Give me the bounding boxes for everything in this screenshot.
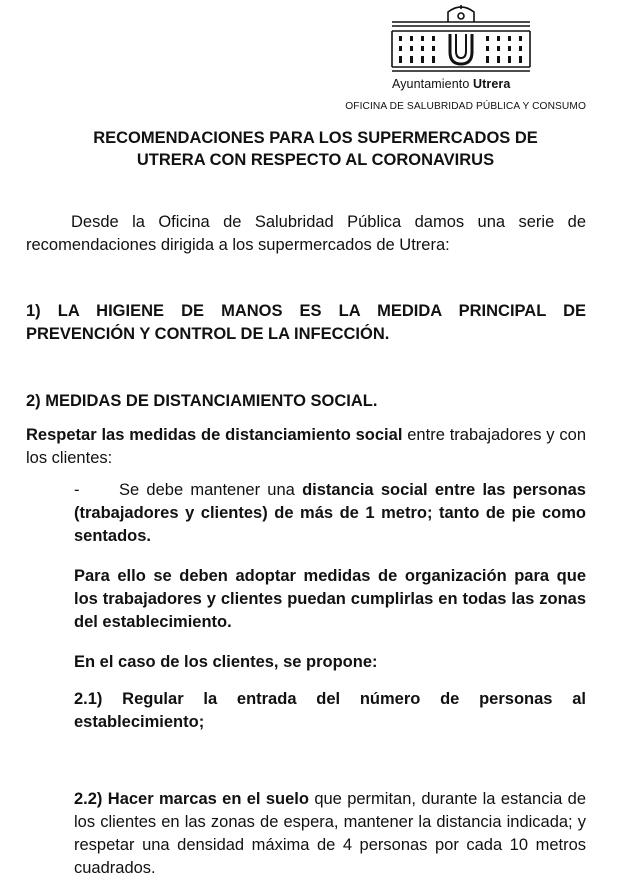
title-line-2: UTRERA CON RESPECTO AL CORONAVIRUS [136, 151, 495, 169]
intro-paragraph: Desde la Oficina de Salubridad Pública damos una serie de recomendaciones dirigida a los supermercados de Utrera: [26, 213, 586, 254]
document-title [0, 127, 631, 171]
organizacion-paragraph: Para ello se deben adoptar medidas de organización para que los trabajadores y clientes puedan cumplirlas en todas las zonas del establecimiento. [74, 567, 586, 631]
bullet-dash: - [74, 481, 80, 499]
title-line-1: RECOMENDACIONES PARA LOS SUPERMERCADOS DE [93, 129, 538, 147]
item-2-2 [74, 788, 586, 880]
item-2-1: 2.1) Regular la entrada del número de personas al establecimiento; [74, 690, 586, 731]
respetar-bold: Respetar las medidas de distanciamiento social [26, 426, 403, 444]
clientes-paragraph: En el caso de los clientes, se propone: [74, 653, 378, 671]
section-2-heading: 2) MEDIDAS DE DISTANCIAMIENTO SOCIAL. [26, 392, 378, 410]
logo-text [392, 77, 510, 91]
logo-brand: Utrera [473, 77, 511, 91]
bullet-lead: Se debe mantener una [119, 481, 303, 499]
bullet-bold: distancia social entre las personas (trabajadores y clientes) de más de 1 metro; tanto de pie como sentados. [74, 481, 586, 545]
section-1-heading: 1) LA HIGIENE DE MANOS ES LA MEDIDA PRINCIPAL DE PREVENCIÓN Y CONTROL DE LA INFECCIÓN. [26, 302, 586, 343]
office-name: OFICINA DE SALUBRIDAD PÚBLICA Y CONSUMO [345, 101, 586, 112]
item-2-2-bold: 2.2) Hacer marcas en el suelo [74, 790, 309, 808]
logo-name: Ayuntamiento [392, 77, 470, 91]
ayuntamiento-utrera-logo [388, 4, 534, 96]
respetar-paragraph [26, 424, 586, 470]
item-2-2-rest: que permitan, durante la estancia de los clientes en las zonas de espera, mantener la distancia indicada; y respetar una densidad máxima de 4 personas por cada 10 metros cuadrados. [74, 790, 586, 877]
town-hall-emblem-icon [388, 4, 534, 76]
bullet-distancia [74, 479, 586, 548]
respetar-rest: entre trabajadores y con los clientes: [26, 426, 586, 467]
